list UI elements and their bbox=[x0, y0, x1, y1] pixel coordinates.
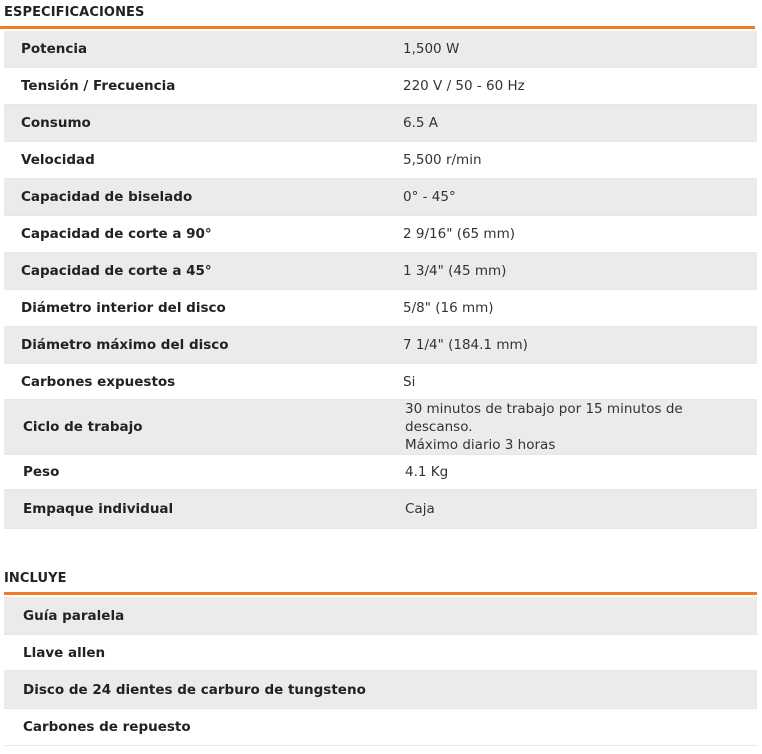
spec-value: 0° - 45° bbox=[403, 189, 456, 205]
spec-row-carbones bbox=[4, 364, 757, 400]
spec-label: Peso bbox=[23, 464, 60, 480]
include-label: Guía paralela bbox=[23, 607, 125, 624]
specs-section-title: ESPECIFICACIONES bbox=[4, 5, 145, 20]
includes-section-rule bbox=[4, 592, 757, 595]
spec-row-empaque bbox=[4, 490, 757, 529]
spec-value: 5/8" (16 mm) bbox=[403, 300, 494, 316]
spec-value-line: 30 minutos de trabajo por 15 minutos de descanso. bbox=[405, 401, 683, 435]
specs-table bbox=[4, 31, 757, 529]
spec-value: 4.1 Kg bbox=[405, 464, 449, 480]
spec-value: Caja bbox=[405, 501, 435, 517]
include-item-guia bbox=[4, 597, 757, 635]
spec-value: 7 1/4" (184.1 mm) bbox=[403, 337, 528, 353]
spec-label: Carbones expuestos bbox=[21, 373, 176, 390]
spec-value: 6.5 A bbox=[403, 115, 438, 131]
spec-row-corte-90 bbox=[4, 216, 757, 253]
spec-value: 2 9/16" (65 mm) bbox=[403, 226, 516, 242]
spec-value: Si bbox=[403, 373, 416, 390]
spec-value-multiline bbox=[390, 400, 757, 454]
spec-value: 1 3/4" (45 mm) bbox=[403, 263, 507, 279]
spec-row-ciclo bbox=[4, 400, 757, 455]
spec-label: Capacidad de corte a 90° bbox=[21, 226, 212, 242]
spec-value: 220 V / 50 - 60 Hz bbox=[403, 78, 525, 94]
spec-label: Potencia bbox=[21, 41, 88, 57]
spec-row-peso bbox=[4, 455, 757, 490]
spec-label: Tensión / Frecuencia bbox=[21, 78, 176, 94]
spec-label: Diámetro máximo del disco bbox=[21, 337, 229, 353]
spec-label: Capacidad de corte a 45° bbox=[21, 263, 212, 279]
include-label: Disco de 24 dientes de carburo de tungsteno bbox=[23, 681, 366, 698]
include-item-carbones bbox=[4, 709, 757, 746]
spec-label: Ciclo de trabajo bbox=[23, 419, 143, 435]
spec-row-tension bbox=[4, 68, 757, 105]
spec-value: 5,500 r/min bbox=[403, 152, 482, 168]
include-item-llave bbox=[4, 635, 757, 671]
spec-row-potencia bbox=[4, 31, 757, 68]
spec-row-velocidad bbox=[4, 142, 757, 179]
spec-row-consumo bbox=[4, 105, 757, 142]
spec-value-line: Máximo diario 3 horas bbox=[405, 437, 556, 453]
spec-row-biselado bbox=[4, 179, 757, 216]
spec-label: Consumo bbox=[21, 115, 91, 131]
spec-label: Empaque individual bbox=[23, 501, 174, 517]
includes-section-title: INCLUYE bbox=[4, 571, 67, 586]
spec-label: Diámetro interior del disco bbox=[21, 300, 226, 316]
spec-row-corte-45 bbox=[4, 253, 757, 290]
spec-label: Capacidad de biselado bbox=[21, 189, 193, 205]
spec-value: 1,500 W bbox=[403, 41, 460, 57]
includes-table bbox=[4, 597, 757, 746]
spec-row-diametro-maximo bbox=[4, 327, 757, 364]
specs-section-rule bbox=[0, 26, 755, 29]
include-item-disco bbox=[4, 671, 757, 709]
spec-row-diametro-interior bbox=[4, 290, 757, 327]
spec-label: Velocidad bbox=[21, 152, 95, 168]
include-label: Carbones de repuesto bbox=[23, 719, 191, 735]
include-label: Llave allen bbox=[23, 644, 106, 661]
